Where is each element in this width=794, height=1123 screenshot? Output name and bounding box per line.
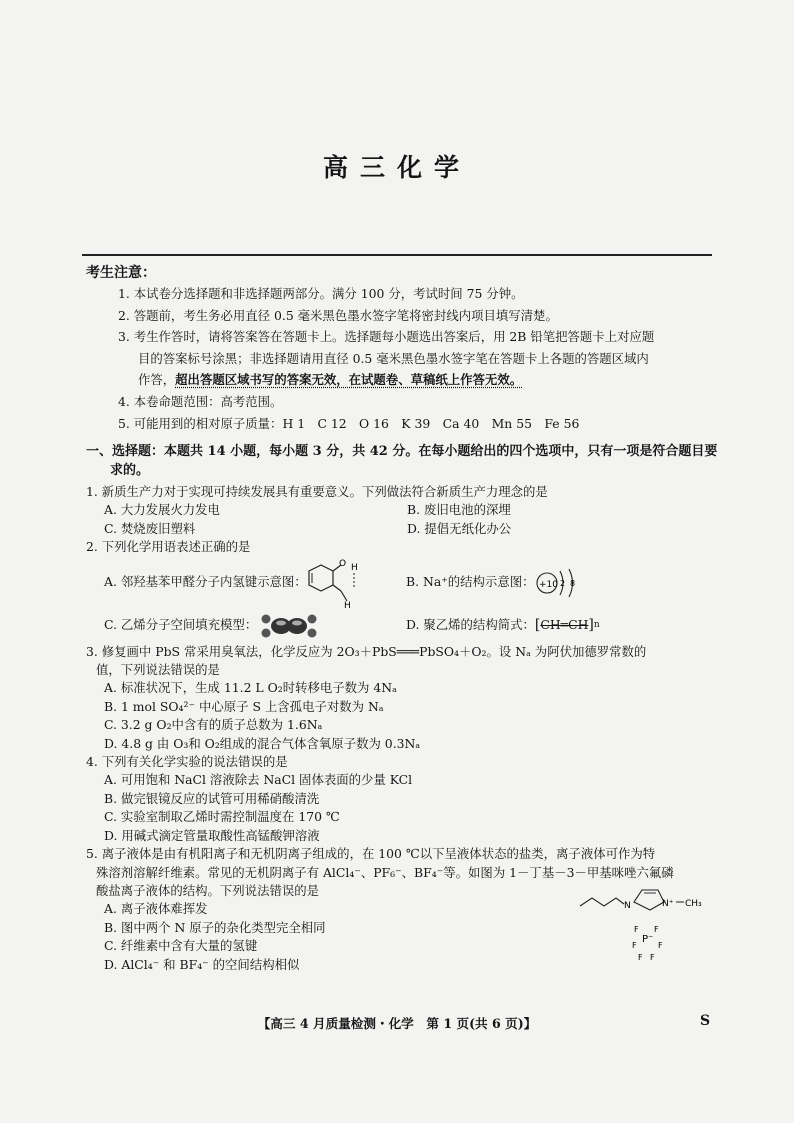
question-2-stem: 2. 下列化学用语表述正确的是 [86,539,251,555]
na-ion-structure-diagram [535,563,585,603]
ethylene-space-filling-model [257,613,321,639]
option-b: B. 1 mol SO₄²⁻ 中心原子 S 上含孤电子对数为 Nₐ [104,698,384,714]
notice-item-continued [86,369,726,391]
question-5-stem-continued: 殊溶剂溶解纤维素。常见的无机阴离子有 AlCl₄⁻、PF₆⁻、BF₄⁻等。如图为 1－丁基－3－甲基咪唑六氟磷 [96,864,674,880]
nucleus-charge: +10 [538,579,558,590]
section-heading-line: 一、选择题：本题共 14 小题，每小题 3 分，共 42 分。在每小题给出的四个选项中，只有一项是符合题目要 [86,444,718,459]
fig-n-atom: N [624,901,631,912]
page-title: 高三化学 [322,153,471,182]
option-b [406,563,726,603]
question-5-stem-continued: 酸盐离子液体的结构。下列说法错误的是 [96,882,320,898]
option-d: D. 4.8 g 由 O₃和 O₂组成的混合气体含氧原子数为 0.3Nₐ [104,735,421,751]
fig-f-atom: F [654,925,659,935]
ionic-liquid-structure-diagram [576,878,716,968]
notice-item-continued: 目的答案标号涂黑；非选择题请用直径 0.5 毫米黑色墨水签字笔在答题卡上各题的答题区域内 [138,350,649,366]
option-a-text: A. 邻羟基苯甲醛分子内氢键示意图： [104,574,307,590]
repeat-subscript: n [593,620,600,631]
shell-electrons: 2 [559,578,565,588]
section-heading-line: 求的。 [110,463,150,478]
question-2-options [86,557,726,609]
option-b: B. 图中两个 N 原子的杂化类型完全相同 [104,919,326,935]
question-list [86,483,726,974]
fig-f-atom: F [634,925,639,935]
option-d: D. AlCl₄⁻ 和 BF₄⁻ 的空间结构相似 [104,956,300,972]
page-footer: 【高三 4 月质量检测・化学 第 1 页(共 6 页)】 [257,1016,537,1031]
mol-label-o: O [338,558,346,569]
option-a [86,557,406,609]
notice-emphasis: 超出答题区域书写的答案无效，在试题卷、草稿纸上作答无效。 [175,372,523,388]
notice-item: 5. 可能用到的相对原子质量：H 1 C 12 O 16 K 39 Ca 40 Mn 55 Fe 56 [118,415,580,431]
option-c: C. 实验室制取乙烯时需控制温度在 170 ℃ [104,809,340,825]
option-b-text: B. Na⁺的结构示意图： [406,574,535,590]
option-c: C. 焚烧废旧塑料 [104,520,196,536]
notice-text: 作答， [138,372,176,388]
question-1-options [86,501,726,519]
notice-item: 1. 本试卷分选择题和非选择题两部分。满分 100 分，考试时间 75 分钟。 [118,286,524,301]
option-b: B. 废旧电池的深埋 [407,502,511,518]
notice-item: 2. 答题前，考生务必用直径 0.5 毫米黑色墨水签字笔将密封线内项目填写清楚。 [118,307,558,323]
section-heading [86,442,726,480]
option-c: C. 3.2 g O₂中含有的质子总数为 1.6Nₐ [104,717,323,733]
mol-label-h: H [350,562,358,573]
question-3-stem: 3. 修复画中 PbS 常采用臭氧法，化学反应为 2O₃＋PbS═══PbSO₄＋O₂。设 Nₐ 为阿伏加德罗常数的 [86,643,647,659]
question-1-options [86,520,726,538]
option-c: C. 纤维素中含有大量的氢键 [104,938,258,954]
notice-list [86,283,726,434]
question-3-stem-continued: 值，下列说法错误的是 [96,662,220,678]
option-c [86,613,406,639]
option-d: D. 提倡无纸化办公 [407,520,512,536]
notice-item: 4. 本卷命题范围：高考范围。 [118,393,283,409]
option-a: A. 标准状况下，生成 11.2 L O₂时转移电子数为 4Nₐ [104,680,397,696]
fig-n-plus-atom: N⁺ [662,899,674,910]
question-1-stem: 1. 新质生产力对于实现可持续发展具有重要意义。下列做法符合新质生产力理念的是 [86,484,548,499]
header-rule [82,254,712,256]
option-d: D. 用碱式滴定管量取酸性高锰酸钾溶液 [104,827,320,843]
mol-label-h: H [343,600,351,609]
question-2-options [86,609,726,643]
fig-f-atom: F [632,941,637,951]
option-d-text: D. 聚乙烯的结构简式： [406,617,535,633]
fig-p-atom: P⁻ [642,934,654,946]
question-5-options [86,900,726,974]
question-5-stem: 5. 离子液体是由有机阳离子和无机阴离子组成的，在 100 ℃以下呈液体状态的盐类，离子液体可作为特 [86,846,656,862]
option-d: D. 聚乙烯的结构简式： [ CH═CH ] n [406,617,600,634]
option-a: A. 离子液体难挥发 [104,901,208,917]
notice-heading: 考生注意： [86,265,156,281]
hydrogen-bond-diagram [307,557,367,609]
notice-item: 3. 考生作答时，请将答案答在答题卡上。选择题每小题选出答案后，用 2B 铅笔把答题卡上对应题 [118,329,655,345]
version-mark: S [700,1013,711,1029]
fig-f-atom: F [638,953,643,963]
fig-f-atom: F [650,953,655,963]
fig-methyl: CH₃ [685,899,702,910]
option-a: A. 可用饱和 NaCl 溶液除去 NaCl 固体表面的少量 KCl [104,772,413,788]
polyethylene-formula: CH═CH [540,617,589,633]
fig-f-atom: F [658,941,663,951]
shell-electrons: 8 [569,578,575,588]
option-a: A. 大力发展火力发电 [104,502,220,518]
question-4-stem: 4. 下列有关化学实验的说法错误的是 [86,754,288,770]
option-c-text: C. 乙烯分子空间填充模型： [104,617,258,633]
option-b: B. 做完银镜反应的试管可用稀硝酸清洗 [104,790,320,806]
